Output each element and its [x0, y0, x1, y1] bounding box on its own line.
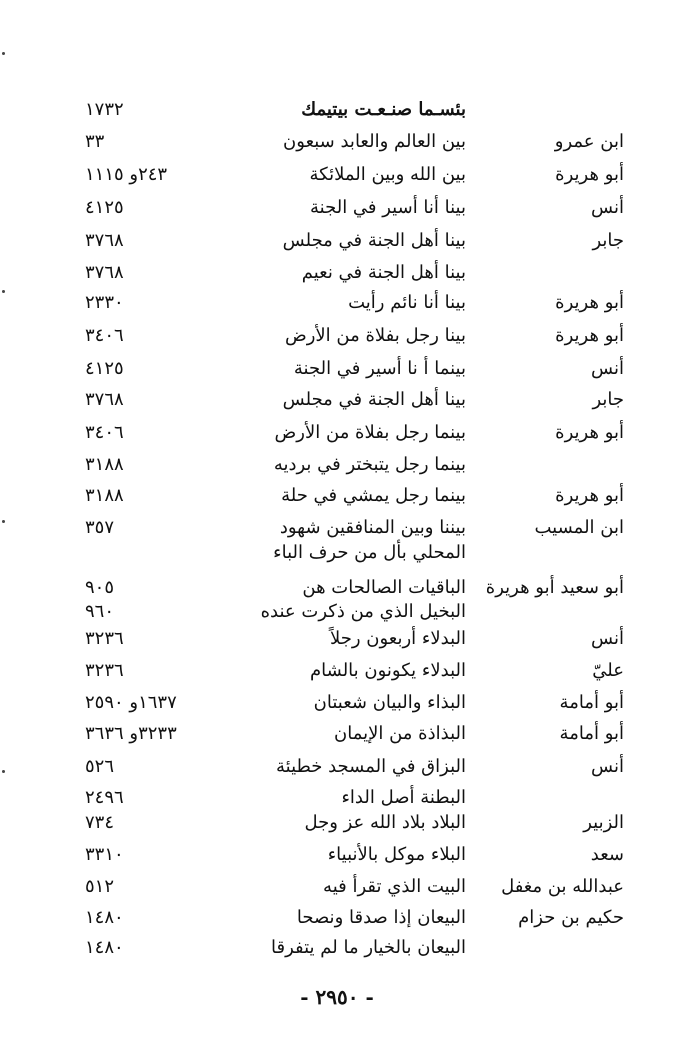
hadith-number: ١٤٨٠: [85, 907, 124, 928]
index-row: [0, 597, 674, 627]
narrator: أبو هريرة: [555, 485, 624, 506]
index-row: [0, 418, 674, 448]
hadith-number: ٣٧٦٨: [85, 262, 124, 283]
narrator: سعد: [590, 844, 624, 865]
narrator: أبو هريرة: [555, 325, 624, 346]
narrator: أبو سعيد أبو هريرة: [485, 577, 624, 598]
hadith-text: البلاء موكل بالأنبياء: [327, 844, 466, 865]
index-row: [0, 656, 674, 686]
narrator: جابر: [592, 230, 624, 251]
page-number: - ٢٩٥٠ -: [300, 985, 374, 1009]
section-heading: المحلي بأل من حرف الباء: [273, 542, 466, 563]
index-row: [0, 840, 674, 870]
narrator: ابن المسيب: [534, 517, 624, 538]
hadith-text: بينا أنا نائم رأيت: [348, 292, 466, 313]
index-row: [0, 752, 674, 782]
hadith-text: بين الله وبين الملائكة: [309, 164, 466, 185]
hadith-text: البطنة أصل الداء: [341, 787, 466, 808]
index-row: [0, 258, 674, 288]
index-row: [0, 933, 674, 963]
narrator: أبو هريرة: [555, 164, 624, 185]
hadith-number: ٩٦٠: [85, 601, 115, 622]
hadith-text: البذاذة من الإيمان: [334, 723, 466, 744]
hadith-number: ٣١٨٨: [85, 485, 124, 506]
hadith-number: ١٤٨٠: [85, 937, 124, 958]
index-row: [0, 688, 674, 718]
index-row: [0, 872, 674, 902]
hadith-text: بيننا وبين المنافقين شهود: [279, 517, 466, 538]
hadith-number: ٧٣٤: [85, 812, 115, 833]
index-row: [0, 288, 674, 318]
hadith-number: ٣٤٠٦: [85, 325, 124, 346]
index-row: [0, 481, 674, 511]
narrator: أبو هريرة: [555, 422, 624, 443]
narrator: عبدالله بن مغفل: [501, 876, 624, 897]
hadith-text: البيت الذي تقرأ فيه: [323, 876, 466, 897]
index-row: [0, 127, 674, 157]
hadith-text: بينما رجل يمشي في حلة: [281, 485, 466, 506]
hadith-number: ٣٤٠٦: [85, 422, 124, 443]
index-row: [0, 226, 674, 256]
hadith-text: بينا أهل الجنة في نعيم: [301, 262, 466, 283]
narrator: أبو هريرة: [555, 292, 624, 313]
narrator: أبو أمامة: [559, 723, 624, 744]
margin-mark: [2, 52, 5, 55]
index-row: [0, 808, 674, 838]
hadith-number: ٣٣: [85, 131, 105, 152]
hadith-text: البيعان بالخيار ما لم يتفرقا: [271, 937, 466, 958]
narrator: أبو أمامة: [559, 692, 624, 713]
narrator: جابر: [592, 389, 624, 410]
hadith-number: ٤١٢٥: [85, 197, 124, 218]
hadith-number: ٥١٢: [85, 876, 115, 897]
index-row: [0, 624, 674, 654]
section-heading-row: [0, 538, 674, 568]
index-row: [0, 321, 674, 351]
hadith-text: البيعان إذا صدقا ونصحا: [296, 907, 466, 928]
hadith-number: ٤١٢٥: [85, 358, 124, 379]
index-row: [0, 385, 674, 415]
hadith-number: ٥٢٦: [85, 756, 115, 777]
hadith-text: بينا أنا أسير في الجنة: [310, 197, 466, 218]
index-row: [0, 160, 674, 190]
hadith-text: البدلاء أربعون رجلاً: [329, 628, 466, 649]
hadith-text: البخيل الذي من ذكرت عنده: [260, 601, 466, 622]
hadith-number: ١٧٣٢: [85, 99, 124, 120]
hadith-number: ٣٣١٠: [85, 844, 124, 865]
index-row: [0, 95, 674, 125]
narrator: حكيم بن حزام: [518, 907, 624, 928]
hadith-text: البلاد بلاد الله عز وجل: [304, 812, 466, 833]
hadith-text: البذاء والبيان شعبتان: [313, 692, 466, 713]
hadith-number: ٣٧٦٨: [85, 230, 124, 251]
index-row: [0, 719, 674, 749]
hadith-text: بئسـما صنـعـت بيتيمك: [301, 99, 466, 120]
hadith-number: ٢٤٣و ١١١٥: [85, 164, 168, 185]
hadith-text: بينما رجل يتبختر في برديه: [273, 454, 466, 475]
hadith-text: بينا أهل الجنة في مجلس: [282, 230, 466, 251]
hadith-text: بينما رجل بفلاة من الأرض: [274, 422, 466, 443]
hadith-number: ٢٣٣٠: [85, 292, 124, 313]
index-row: [0, 903, 674, 933]
hadith-number: ٣٢٣٦: [85, 628, 124, 649]
hadith-text: بينا رجل بفلاة من الأرض: [284, 325, 466, 346]
hadith-number: ٣٢٣٣و ٣٦٣٦: [85, 723, 177, 744]
hadith-number: ٣٢٣٦: [85, 660, 124, 681]
hadith-text: بين العالم والعابد سبعون: [283, 131, 466, 152]
hadith-text: البدلاء يكونون بالشام: [310, 660, 466, 681]
narrator: عليّ: [592, 660, 624, 681]
index-row: [0, 450, 674, 480]
hadith-number: ٣٧٦٨: [85, 389, 124, 410]
narrator: أنس: [591, 628, 624, 649]
hadith-number: ٢٤٩٦: [85, 787, 124, 808]
hadith-text: البزاق في المسجد خطيئة: [275, 756, 466, 777]
hadith-text: بينما أ نا أسير في الجنة: [293, 358, 466, 379]
narrator: أنس: [591, 756, 624, 777]
narrator: ابن عمرو: [554, 131, 624, 152]
hadith-number: ٣١٨٨: [85, 454, 124, 475]
hadith-number: ٩٠٥: [85, 577, 115, 598]
index-row: [0, 193, 674, 223]
hadith-number: ٣٥٧: [85, 517, 115, 538]
narrator: الزبير: [583, 812, 624, 833]
narrator: أنس: [591, 197, 624, 218]
hadith-text: بينا أهل الجنة في مجلس: [282, 389, 466, 410]
hadith-number: ١٦٣٧و ٢٥٩٠: [85, 692, 177, 713]
index-row: [0, 354, 674, 384]
narrator: أنس: [591, 358, 624, 379]
hadith-text: الباقيات الصالحات هن: [302, 577, 466, 598]
